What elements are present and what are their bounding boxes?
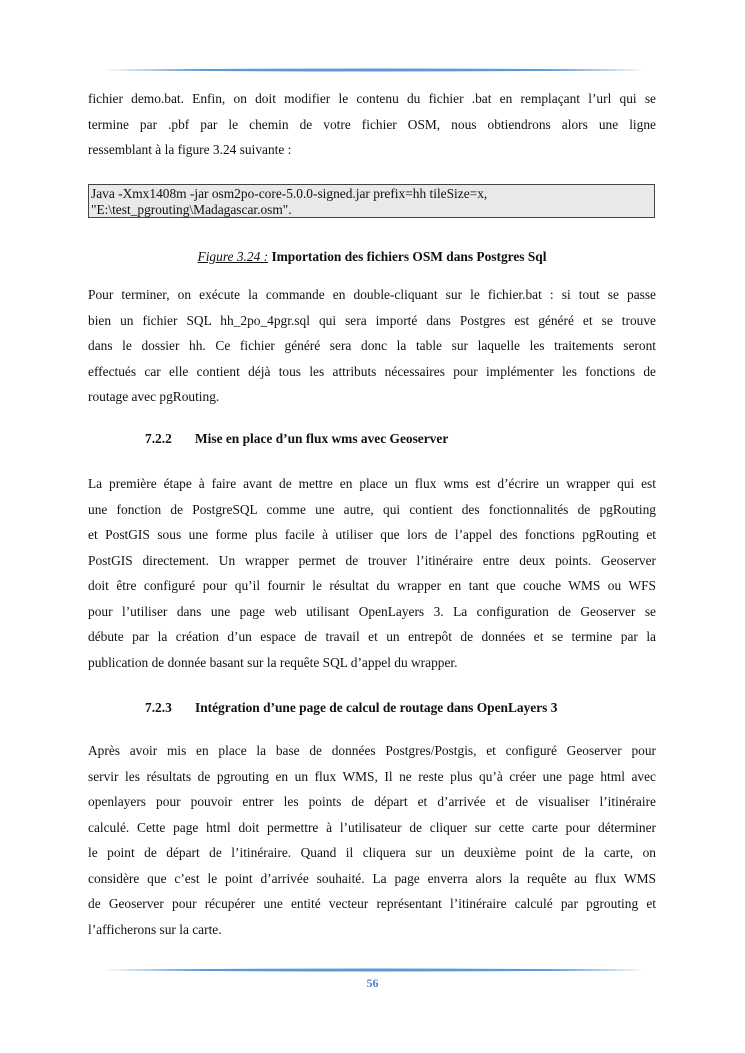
header-rule xyxy=(104,68,644,72)
section-number: 7.2.2 xyxy=(145,431,172,446)
text-line: dans le dossier hh. Ce fichier généré sera donc la table sur laquelle les traitements seront xyxy=(88,338,656,353)
paragraph-1 xyxy=(88,86,656,163)
section-number: 7.2.3 xyxy=(145,700,172,715)
text-line: de Geoserver pour récupérer une entité vecteur représentant l’itinéraire calculé par pgrouting et xyxy=(88,896,656,911)
text-line: Après avoir mis en place la base de données Postgres/Postgis, et configuré Geoserver pour xyxy=(88,743,656,758)
text-line: La première étape à faire avant de mettre en place un flux wms est d’écrire un wrapper qui est xyxy=(88,476,656,491)
text-line: routage avec pgRouting. xyxy=(88,389,220,404)
text-line: publication de donnée basant sur la requête SQL d’appel du wrapper. xyxy=(88,654,458,670)
text-line: considère que c’est le point d’arrivée souhaité. La page enverra alors la requête au flux WMS xyxy=(88,870,656,886)
code-block xyxy=(88,184,655,218)
text-line: doit être configuré pour qu’il fournir le résultat du wrapper en tant que couche WMS ou WFS xyxy=(88,578,656,593)
text-line: le point de départ de l’itinéraire. Quand il cliquera sur un deuxième point de la carte, on xyxy=(88,845,656,860)
code-line: Java -Xmx1408m -jar osm2po-core-5.0.0-signed.jar prefix=hh tileSize=x, xyxy=(91,186,488,201)
page-number: 56 xyxy=(366,976,379,990)
figure-caption xyxy=(88,249,656,265)
text-line: pour l’utiliser dans une page web utilisant OpenLayers 3. La configuration de Geoserver se xyxy=(88,603,656,619)
paragraph-2 xyxy=(88,282,656,410)
text-line: Pour terminer, on exécute la commande en double-cliquant sur le fichier.bat : si tout se passe xyxy=(88,287,656,302)
text-line: termine par .pbf par le chemin de votre fichier OSM, nous obtiendrons alors une ligne xyxy=(88,116,656,132)
figure-label: Figure 3.24 : xyxy=(197,249,269,264)
paragraph-4 xyxy=(88,738,656,942)
section-heading-7-2-3 xyxy=(145,700,557,716)
text-line: et PostGIS sous une forme plus facile à utiliser que lors de l’appel des fonctions pgRouting et xyxy=(88,527,656,542)
section-heading-7-2-2 xyxy=(145,431,448,447)
text-line: PostGIS directement. Un wrapper permet de trouver l’itinéraire entre deux points. Geoserver xyxy=(88,552,656,568)
figure-title: Importation des fichiers OSM dans Postgres Sql xyxy=(271,249,547,264)
code-line: "E:\test_pgrouting\Madagascar.osm". xyxy=(91,202,292,217)
paragraph-3 xyxy=(88,471,656,675)
text-line: débute par la création d’un espace de travail et un entrepôt de données et se termine par la xyxy=(88,629,656,644)
text-line: bien un fichier SQL hh_2po_4pgr.sql qui sera importé dans Postgres est généré et se trouve xyxy=(88,312,656,328)
section-title: Mise en place d’un flux wms avec Geoserver xyxy=(195,431,449,446)
text-line: effectués car elle contient déjà tous les attributs nécessaires pour implémenter les fonctions de xyxy=(88,363,656,379)
text-line: une fonction de PostgreSQL comme une autre, qui contient des fonctionnalités de pgRouting xyxy=(88,501,656,517)
text-line: fichier demo.bat. Enfin, on doit modifier le contenu du fichier .bat en remplaçant l’url qui se xyxy=(88,91,656,106)
section-title: Intégration d’une page de calcul de routage dans OpenLayers 3 xyxy=(195,700,558,715)
footer-rule xyxy=(104,968,644,972)
text-line: l’afficherons sur la carte. xyxy=(88,921,222,937)
text-line: ressemblant à la figure 3.24 suivante : xyxy=(88,142,292,157)
text-line: calculé. Cette page html doit permettre à l’utilisateur de cliquer sur cette carte pour déterminer xyxy=(88,819,656,835)
text-line: servir les résultats de pgrouting en un flux WMS, Il ne reste plus qu’à créer une page html avec xyxy=(88,768,656,784)
text-line: openlayers pour pouvoir entrer les points de départ et d’arrivée et de visualiser l’itinéraire xyxy=(88,794,656,809)
